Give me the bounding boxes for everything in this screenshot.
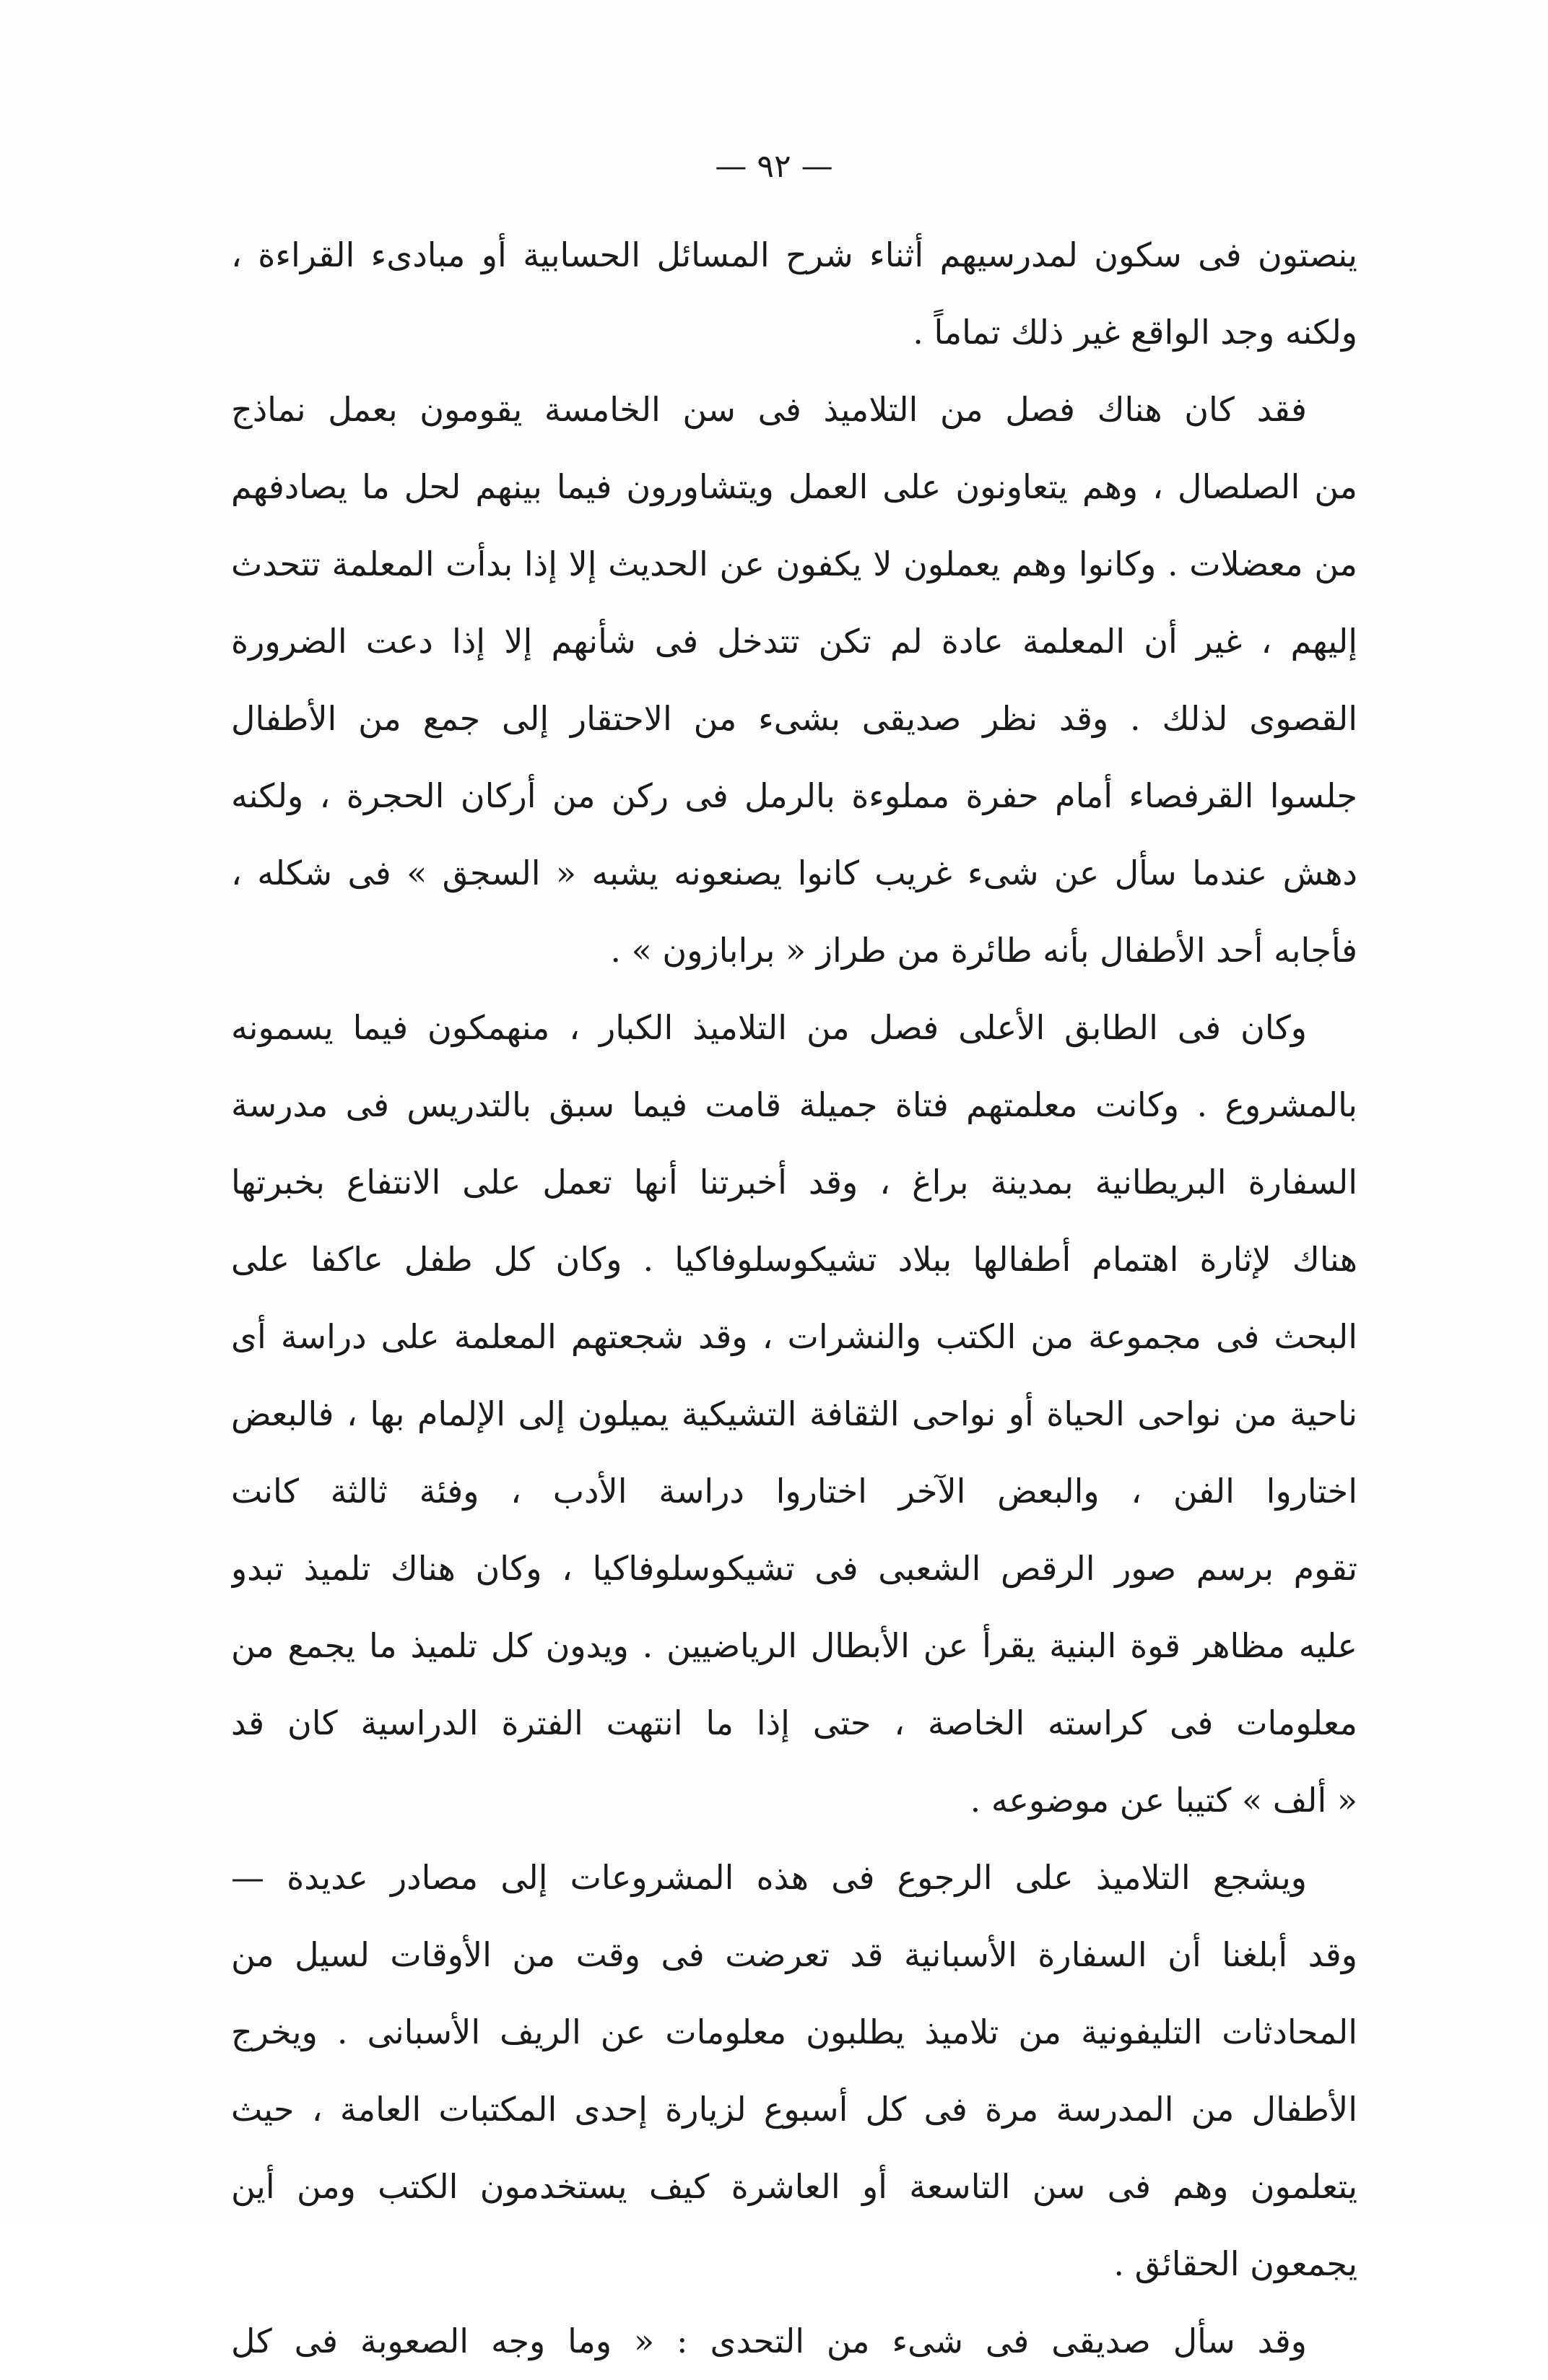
page-number: — ٩٢ — bbox=[715, 148, 833, 185]
text-line: اختاروا الفن ، والبعض الآخر اختاروا دراسة الأدب ، وفئة ثالثة كانت bbox=[231, 1472, 1357, 1511]
text-line: وقد أبلغنا أن السفارة الأسبانية قد تعرضت فى وقت من الأوقات لسيل من bbox=[231, 1935, 1357, 1974]
text-line: « ألف » كتيبا عن موضوعه . bbox=[970, 1781, 1357, 1820]
text-line: وكان فى الطابق الأعلى فصل من التلاميذ الكبار ، منهمكون فيما يسمونه bbox=[231, 1008, 1307, 1047]
text-line: يجمعون الحقائق . bbox=[1113, 2244, 1357, 2283]
text-line: بالمشروع . وكانت معلمتهم فتاة جميلة قامت فيما سبق بالتدريس فى مدرسة bbox=[231, 1085, 1357, 1124]
text-line: من معضلات . وكانوا وهم يعملون لا يكفون عن الحديث إلا إذا بدأت المعلمة تتحدث bbox=[231, 544, 1357, 583]
text-line: تقوم برسم صور الرقص الشعبى فى تشيكوسلوفاكيا ، وكان هناك تلميذ تبدو bbox=[231, 1549, 1357, 1588]
text-line: جلسوا القرفصاء أمام حفرة مملوءة بالرمل فى ركن من أركان الحجرة ، ولكنه bbox=[231, 776, 1357, 815]
text-line: وقد سأل صديقى فى شىء من التحدى : « وما وجه الصعوبة فى كل bbox=[231, 2322, 1307, 2361]
text-line: إليهم ، غير أن المعلمة عادة لم تكن تتدخل فى شأنهم إلا إذا دعت الضرورة bbox=[231, 622, 1357, 661]
text-line: معلومات فى كراسته الخاصة ، حتى إذا ما انتهت الفترة الدراسية كان قد bbox=[231, 1703, 1357, 1742]
text-line: الأطفال من المدرسة مرة فى كل أسبوع لزيارة إحدى المكتبات العامة ، حيث bbox=[231, 2090, 1357, 2129]
text-line: هناك لإثارة اهتمام أطفالها ببلاد تشيكوسلوفاكيا . وكان كل طفل عاكفا على bbox=[231, 1240, 1357, 1279]
text-line: من الصلصال ، وهم يتعاونون على العمل ويتشاورون فيما بينهم لحل ما يصادفهم bbox=[231, 467, 1357, 506]
text-line: فقد كان هناك فصل من التلاميذ فى سن الخامسة يقومون بعمل نماذج bbox=[231, 390, 1307, 429]
text-line: القصوى لذلك . وقد نظر صديقى بشىء من الاحتقار إلى جمع من الأطفال bbox=[231, 699, 1357, 738]
text-line: عليه مظاهر قوة البنية يقرأ عن الأبطال الرياضيين . ويدون كل تلميذ ما يجمع من bbox=[231, 1626, 1357, 1665]
text-line: يتعلمون وهم فى سن التاسعة أو العاشرة كيف يستخدمون الكتب ومن أين bbox=[231, 2167, 1357, 2206]
text-line: البحث فى مجموعة من الكتب والنشرات ، وقد شجعتهم المعلمة على دراسة أى bbox=[231, 1317, 1357, 1356]
text-line: ويشجع التلاميذ على الرجوع فى هذه المشروعات إلى مصادر عديدة — bbox=[231, 1858, 1307, 1897]
text-line: دهش عندما سأل عن شىء غريب كانوا يصنعونه يشبه « السجق » فى شكله ، bbox=[231, 854, 1357, 892]
text-line: السفارة البريطانية بمدينة براغ ، وقد أخبرتنا أنها تعمل على الانتفاع بخبرتها bbox=[231, 1163, 1357, 1202]
text-line: ولكنه وجد الواقع غير ذلك تماماً . bbox=[913, 313, 1357, 352]
text-line: فأجابه أحد الأطفال بأنه طائرة من طراز « برابازون » . bbox=[610, 931, 1357, 970]
text-line: المحادثات التليفونية من تلاميذ يطلبون معلومات عن الريف الأسبانى . ويخرج bbox=[231, 2012, 1357, 2051]
text-line: ينصتون فى سكون لمدرسيهم أثناء شرح المسائل الحسابية أو مبادىء القراءة ، bbox=[231, 235, 1357, 274]
body-text bbox=[231, 217, 1357, 2380]
text-line: ناحية من نواحى الحياة أو نواحى الثقافة التشيكية يميلون إلى الإلمام بها ، فالبعض bbox=[231, 1394, 1357, 1433]
